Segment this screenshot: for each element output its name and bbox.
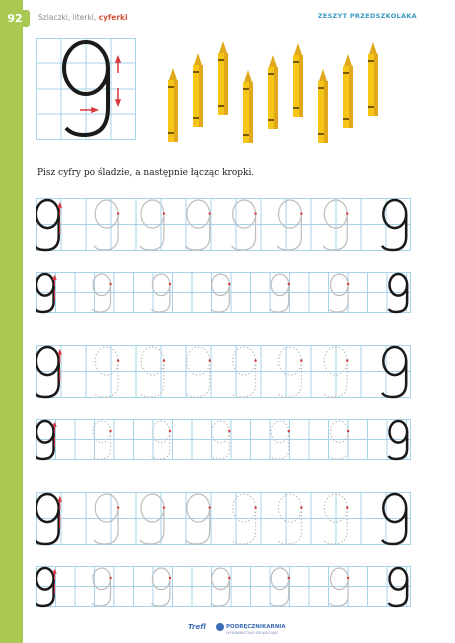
crayon-4 [243,70,253,143]
publisher-footer [188,622,288,636]
start-dot [163,506,165,508]
footer-logo-icon [216,623,224,631]
crayon-5 [268,55,278,129]
series-title: ZESZYT PRZEDSZKOLAKA [317,12,417,20]
start-dot [228,577,230,579]
start-dot [117,359,119,361]
start-dot [346,359,348,361]
start-dot [117,506,119,508]
section-title [38,13,128,22]
grid-lines [36,272,411,313]
start-dot [117,212,119,214]
crayon-8 [343,54,353,128]
start-dot [346,212,348,214]
practice-row-5 [36,492,411,546]
footer-brand-left: Trefl [188,623,206,631]
crayon-9 [368,42,378,116]
start-dot [209,359,211,361]
grid-lines [36,345,411,398]
start-dot [346,506,348,508]
start-dot [169,577,171,579]
grid-lines [36,198,411,251]
start-dot [209,506,211,508]
start-dot [228,283,230,285]
practice-row-1 [36,198,411,252]
start-dot [163,359,165,361]
side-color-strip [0,0,23,643]
start-dot [288,283,290,285]
page-number-badge: 92 [0,10,30,27]
crayon-6 [293,43,303,117]
practice-row-6 [36,566,411,608]
practice-row-3 [36,345,411,399]
section-title-plain: Szlaczki, literki, [38,13,99,22]
start-dot [254,212,256,214]
start-dot [288,577,290,579]
start-dot [347,577,349,579]
start-dot [163,212,165,214]
crayon-illustration [160,38,390,143]
crayon-3 [218,41,228,115]
start-dot [300,359,302,361]
start-dot [300,212,302,214]
instruction-text: Pisz cyfry po śladzie, a następnie łącząc kropki. [37,168,255,178]
start-dot [254,359,256,361]
crayon-1 [168,68,178,142]
start-dot [228,430,230,432]
practice-row-2 [36,272,411,314]
grid-lines [36,566,411,607]
start-dot [169,283,171,285]
start-dot [347,283,349,285]
start-dot [347,430,349,432]
example-digit-grid [36,38,136,140]
start-dot [300,506,302,508]
start-dot [209,212,211,214]
start-dot [169,430,171,432]
practice-row-4 [36,419,411,461]
start-dot [109,577,111,579]
footer-brand-sub: WYDAWNICTWO EDUKACYJNE [226,631,278,635]
start-dot [254,506,256,508]
section-title-accent: cyferki [98,13,128,22]
grid-lines [36,492,411,545]
start-dot [109,283,111,285]
footer-brand-right: PODRĘCZNIKARNIA [226,624,286,630]
grid-lines [36,419,411,460]
start-dot [288,430,290,432]
start-dot [109,430,111,432]
crayon-2 [193,53,203,127]
crayon-7 [318,69,328,143]
